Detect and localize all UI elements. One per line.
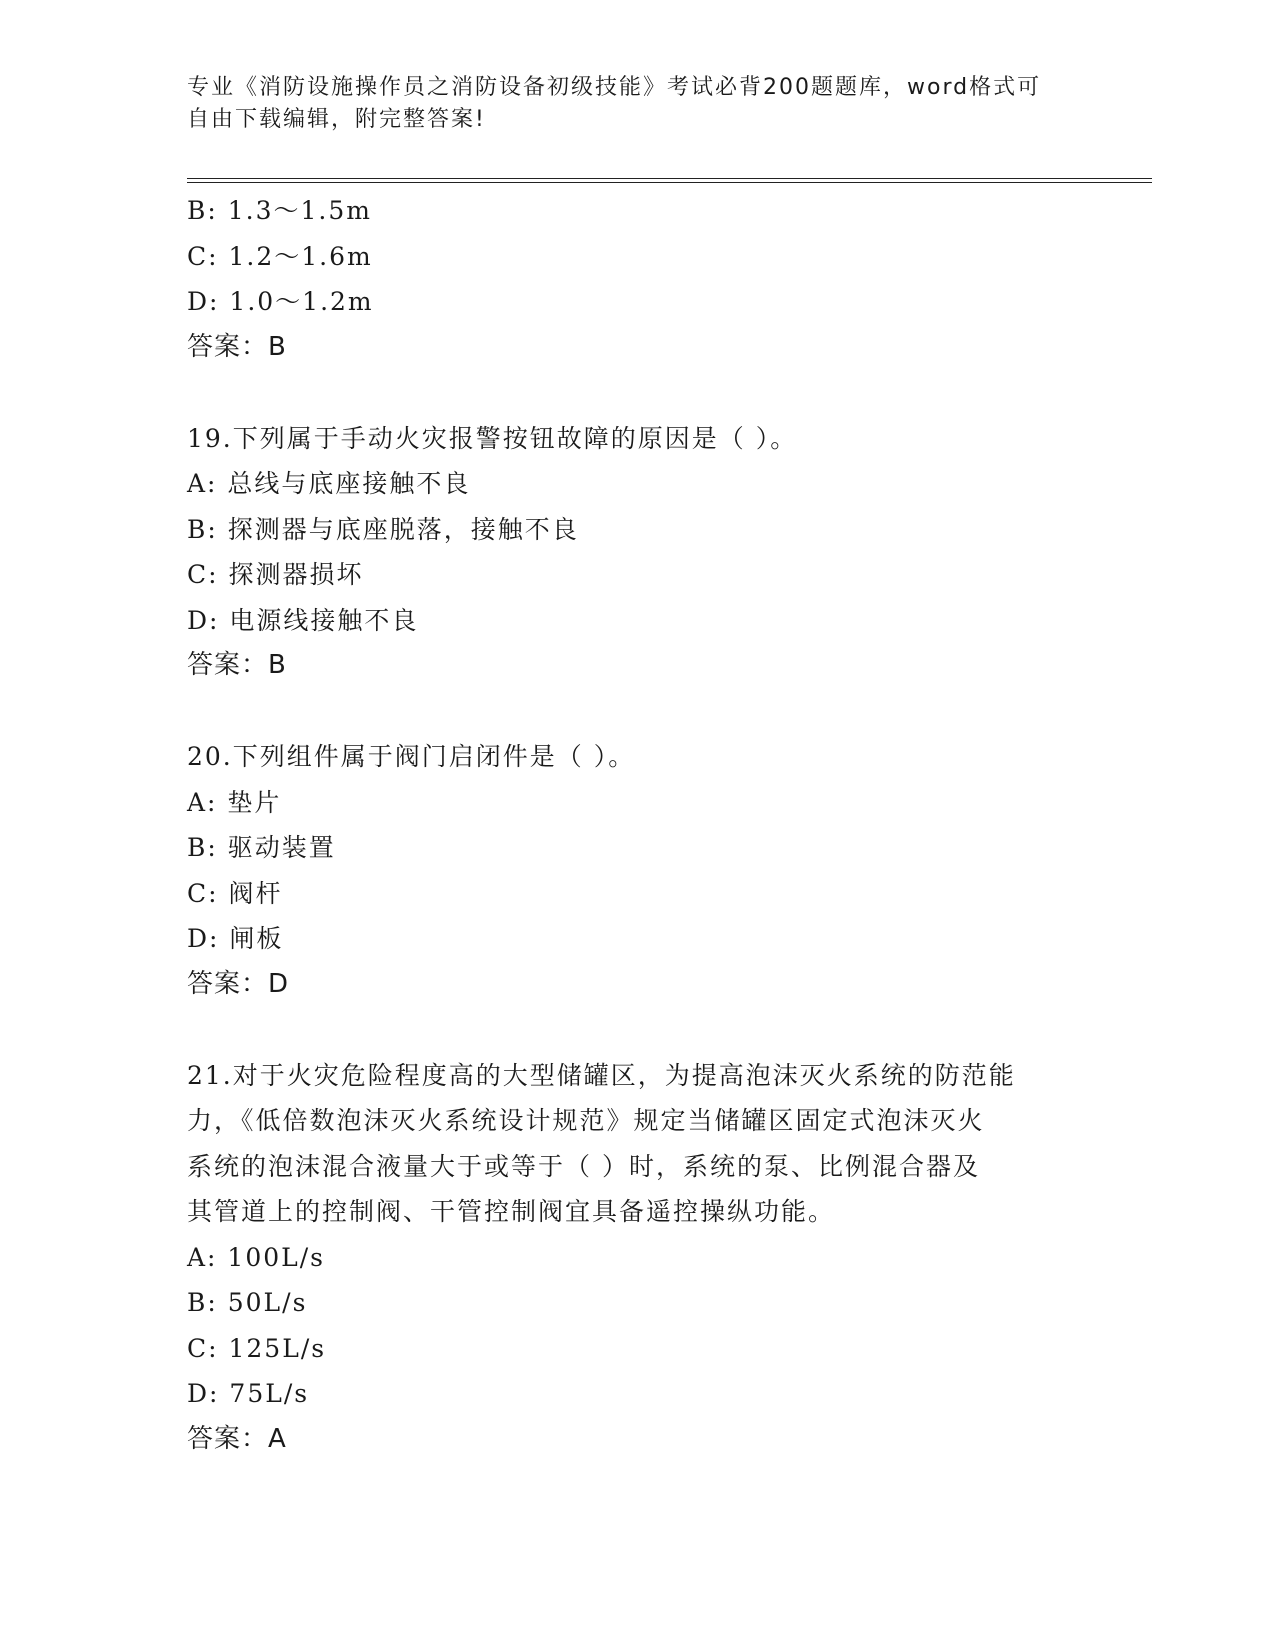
option-d: D: 75L/s xyxy=(187,1379,310,1408)
option-c: C: 阀杆 xyxy=(187,878,283,908)
answer: 答案：B xyxy=(187,331,287,362)
answer: 答案：D xyxy=(187,968,290,999)
option-d: D: 1.0～1.2m xyxy=(187,287,374,316)
question-20 xyxy=(187,734,1087,1007)
question-19 xyxy=(187,416,1087,689)
spacer xyxy=(187,1007,1087,1053)
answer: 答案：A xyxy=(187,1423,287,1454)
question-stem-line-2: 力，《低倍数泡沫灭火系统设计规范》规定当储罐区固定式泡沫灭火 xyxy=(187,1106,985,1135)
option-b: B: 驱动装置 xyxy=(187,833,336,862)
header-divider-bottom xyxy=(187,182,1152,183)
question-stem-line-3: 系统的泡沫混合液量大于或等于（ ）时，系统的泵、比例混合器及 xyxy=(187,1151,980,1181)
question-list xyxy=(187,188,1087,1462)
option-a: A: 总线与底座接触不良 xyxy=(187,469,471,498)
spacer xyxy=(187,689,1087,735)
option-b: B: 1.3～1.5m xyxy=(187,196,372,225)
question-stem-line-4: 其管道上的控制阀、干管控制阀宜具备遥控操纵功能。 xyxy=(187,1197,836,1226)
option-c: C: 125L/s xyxy=(187,1333,327,1363)
option-d: D: 闸板 xyxy=(187,924,284,953)
question-21 xyxy=(187,1053,1087,1463)
spacer xyxy=(187,370,1087,416)
question-stem-line-1: 21.对于火灾危险程度高的大型储罐区，为提高泡沫灭火系统的防范能 xyxy=(187,1060,1016,1090)
option-b: B: 探测器与底座脱落，接触不良 xyxy=(187,514,579,544)
option-c: C: 1.2～1.6m xyxy=(187,241,373,271)
header-line-1: 专业《消防设施操作员之消防设备初级技能》考试必背200题题库，word格式可 xyxy=(187,75,1042,100)
option-a: A: 100L/s xyxy=(187,1242,325,1272)
header-line-2: 自由下载编辑，附完整答案! xyxy=(187,107,486,132)
option-d: D: 电源线接触不良 xyxy=(187,605,419,635)
answer: 答案：B xyxy=(187,650,287,680)
option-c: C: 探测器损坏 xyxy=(187,560,364,589)
option-a: A: 垫片 xyxy=(187,787,282,817)
document-header xyxy=(187,72,1087,136)
question-18-continued xyxy=(187,188,1087,370)
question-stem: 20.下列组件属于阀门启闭件是（ ）。 xyxy=(187,742,636,771)
question-stem: 19.下列属于手动火灾报警按钮故障的原因是（ ）。 xyxy=(187,423,798,453)
header-divider-top xyxy=(187,178,1152,179)
option-b: B: 50L/s xyxy=(187,1288,308,1317)
